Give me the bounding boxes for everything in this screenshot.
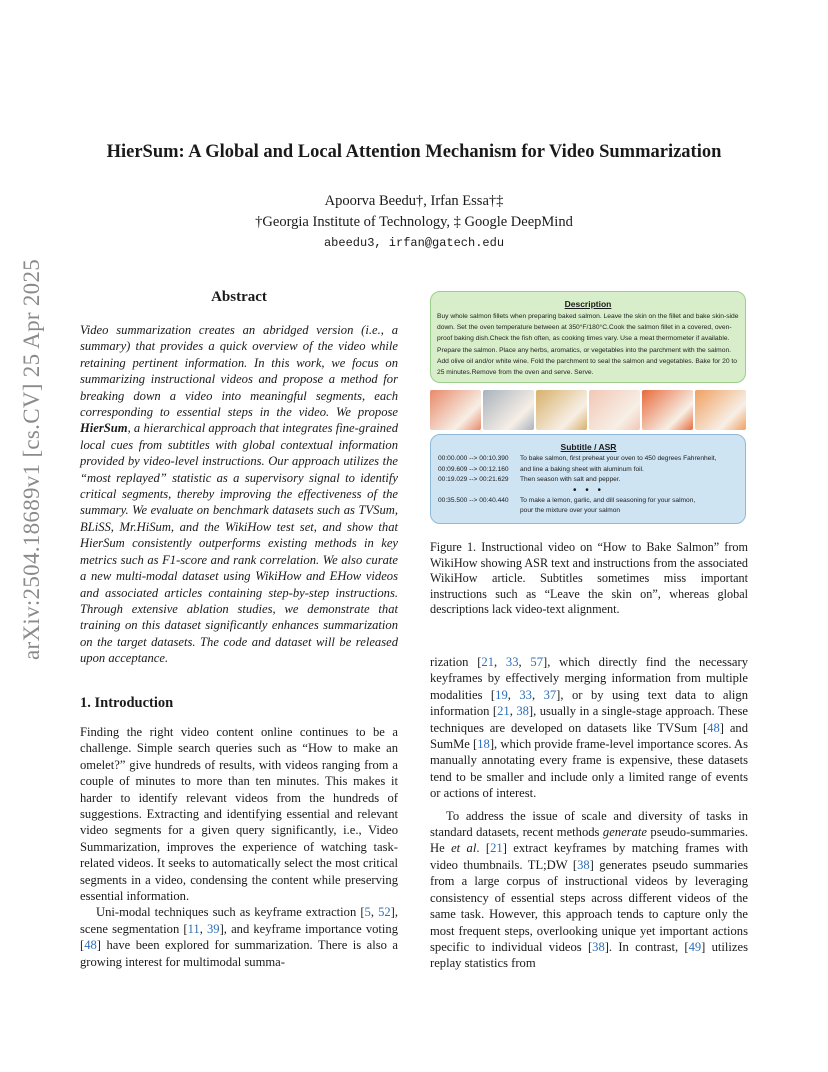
text-run: ], which directly find the necessary keyframes by effectively merging information from multiple modalities [ [430, 655, 748, 702]
text-run: ], which provide frame-level importance scores. As manually annotating every frame is expensive, these datasets tend to be smaller and include only a limited range of events or actions of interest. [430, 737, 748, 801]
subtitle-text: and line a baking sheet with aluminum foil. [520, 465, 644, 473]
text-run: ], scene segmentation [ [80, 905, 399, 936]
abstract-heading: Abstract [211, 289, 267, 305]
text-run: ], or by using text data to align information [ [430, 687, 749, 719]
abstract-body [80, 322, 398, 667]
video-frame-thumbnail [536, 390, 587, 430]
citation-link[interactable]: 52 [378, 905, 391, 920]
subtitle-timestamp: 00:19.029 --> 00:21.629 [438, 476, 509, 484]
citation-link[interactable]: 37 [543, 687, 557, 702]
right-paragraph-2 [430, 808, 748, 972]
text-run: ] utilizes replay statistics from [430, 939, 748, 971]
abstract-text-b: , a hierarchical approach that integrates fine-grained local cues from subtitles with global contextual information provided by video-level instructions. Our approach utilizes the “most replayed” statistic as a supervisory signal to identify critical segments, thereby improving the effectiveness of the summary. We evaluate on benchmark datasets such as TVSum, BLiSS, Mr.HiSum, and the WikiHow test set, and show that HierSum consistently outperforms existing methods in key metrics such as F1-score and rank correlation. We also curate a new multi-modal dataset using WikiHow and EHow videos and associated articles containing step-by-step instructions. Through extensive ablation studies, we demonstrate that training on this dataset significantly enhances summarization on the target datasets. The code and dataset will be released upon acceptance. [80, 421, 398, 666]
ellipsis: • • • [572, 484, 605, 496]
subtitle-text: Then season with salt and pepper. [520, 476, 621, 484]
video-frame-thumbnail [695, 390, 746, 430]
subtitle-text: To make a lemon, garlic, and dill seasoning for your salmon, [520, 496, 696, 504]
citation-link[interactable]: 38 [516, 704, 529, 719]
text-run: , [531, 687, 544, 702]
citation-link[interactable]: 21 [490, 841, 503, 856]
subtitle-row [438, 454, 739, 465]
citation-link[interactable]: 48 [84, 938, 97, 953]
affiliations: †Georgia Institute of Technology, ‡ Google DeepMind [255, 214, 573, 230]
subtitle-title: Subtitle / ASR [560, 442, 617, 452]
description-title: Description [564, 299, 612, 309]
subtitle-row [438, 506, 739, 517]
arxiv-stamp-text: arXiv:2504.18689v1 [cs.CV] 25 Apr 2025 [19, 258, 44, 660]
text-run: ] generates pseudo summaries from a large corpus of instructional videos by leveraging consistency of essential steps across different videos of the same task. However, this approach tends to capture only the most frequent steps, overlooking unique yet important actions specific to individual videos [ [430, 857, 748, 954]
text-run: . [ [476, 841, 491, 856]
text-run: , [507, 687, 520, 702]
citation-link[interactable]: 39 [207, 921, 220, 936]
description-text: Buy whole salmon fillets when preparing baked salmon. Leave the skin on the fillet and bake skin-side down. Set the oven temperature between at 350°F/180°C.Cook the salmon fillet in a covered, oven-proof baking dish.Check the fish often, as cooking times vary. Use a meat thermometer if available. Prepare the salmon. Place any herbs, aromatics, or vegetables into the parchment with the salmon. Add olive oil and/or white wine. Fold the parchment to seal the salmon and vegetables. Bake for 20 to 25 minutes.Remove from the oven and serve. Serve. [437, 313, 739, 377]
citation-link[interactable]: 33 [505, 655, 519, 669]
video-frame-thumbnail [589, 390, 640, 430]
subtitle-lines [438, 454, 739, 486]
subtitle-row [438, 496, 739, 507]
abstract-text-a: Video summarization creates an abridged version (i.e., a summary) that provides a quick overview of the video while retaining pertinent information. In this work, we focus on summarizing instructional videos and propose a method for breaking down a video into meaningful segments, each corresponding to essential steps in the video. We propose [80, 323, 398, 420]
subtitle-timestamp: 00:09.609 --> 00:12.160 [438, 465, 509, 473]
text-run: ], and keyframe importance voting [ [80, 921, 399, 953]
text-run: ], usually in a single-stage approach. These techniques are developed on datasets like TVSum [ [430, 704, 749, 735]
subtitle-text: pour the mixture over your salmon [520, 507, 621, 515]
video-frame-thumbnail [642, 390, 693, 430]
subtitle-row [438, 465, 739, 476]
citation-link[interactable]: 11 [187, 921, 200, 936]
text-run: , [199, 921, 207, 936]
subtitle-timestamp [438, 506, 520, 517]
emails: abeedu3, irfan@gatech.edu [323, 236, 505, 250]
right-paragraph-1 [430, 654, 748, 802]
text-run: , [370, 905, 379, 920]
text-run: ] and SumMe [ [430, 720, 748, 752]
arxiv-stamp [16, 258, 48, 660]
subtitle-timestamp: 00:00.000 --> 00:10.390 [438, 455, 509, 462]
citation-link[interactable]: 18 [477, 737, 490, 752]
text-run: pseudo-summaries. He [430, 825, 748, 856]
citation-link[interactable]: 33 [519, 687, 532, 702]
text-run: To address the issue of scale and diversity of tasks in standard datasets, recent methods [430, 808, 748, 840]
citation-link[interactable]: 21 [497, 704, 510, 719]
citation-link[interactable]: 48 [707, 720, 720, 735]
citation-link[interactable]: 19 [495, 687, 508, 702]
right-column-body [430, 654, 748, 972]
citation-link[interactable]: 38 [592, 939, 605, 954]
video-frame-thumbnail [430, 390, 481, 430]
text-run: , [518, 655, 531, 669]
emphasis-text: generate [602, 825, 647, 840]
intro-heading: 1. Introduction [80, 695, 174, 711]
emphasis-text: et al [451, 841, 477, 856]
abstract-method-name: HierSum [80, 421, 128, 436]
subtitle-lines-after [438, 496, 739, 517]
text-run: ] have been explored for summarization. There is also a growing interest for multimodal summa- [80, 938, 398, 969]
video-thumbnail-strip [430, 390, 746, 430]
citation-link[interactable]: 38 [577, 857, 590, 872]
subtitle-panel [430, 434, 746, 524]
intro-paragraph-2 [80, 904, 398, 970]
citation-link[interactable]: 57 [530, 655, 544, 669]
citation-link[interactable]: 5 [364, 905, 371, 920]
paper-title: HierSum: A Global and Local Attention Mechanism for Video Summarization [106, 142, 722, 162]
text-run: rization [ [430, 655, 482, 669]
text-run: , [494, 655, 506, 669]
text-run: Uni-modal techniques such as keyframe extraction [ [96, 905, 365, 920]
intro-paragraph-1: Finding the right video content online continues to be a challenge. Simple search queries such as “How to make an omelet?” give hundreds of results, with videos ranging from a couple of minutes to more than ten minutes. This makes it harder to identify relevant videos from the hundreds of suggestions. Extracting and identifying essential and relevant video segments for a given query significantly, i.e., Video Summarization, improves the experience of watching task-related videos. It seeks to automatically select the most critical segments in a video, condensing the content while preserving essential information. [80, 725, 398, 904]
subtitle-timestamp: 00:35.500 --> 00:40.440 [438, 496, 509, 504]
subtitle-text: To bake salmon, first preheat your oven to 450 degrees Fahrenheit, [520, 455, 717, 462]
authors: Apoorva Beedu†, Irfan Essa†‡ [324, 193, 504, 209]
citation-link[interactable]: 49 [688, 939, 702, 954]
text-run: ] extract keyframes by matching frames with video thumbnails. TL;DW [ [430, 841, 748, 872]
text-run: , [509, 704, 517, 719]
figure-caption: Figure 1. Instructional video on “How to Bake Salmon” from WikiHow showing ASR text and instructions from the associated WikiHow article. Subtitles sometimes miss important instructions such as “Leave the skin on”, whereas global descriptions lack video-text alignment. [430, 540, 748, 617]
intro-body [80, 724, 398, 970]
citation-link[interactable]: 21 [481, 655, 495, 669]
text-run: ]. In contrast, [ [604, 939, 689, 954]
description-panel [430, 291, 746, 383]
video-frame-thumbnail [483, 390, 534, 430]
